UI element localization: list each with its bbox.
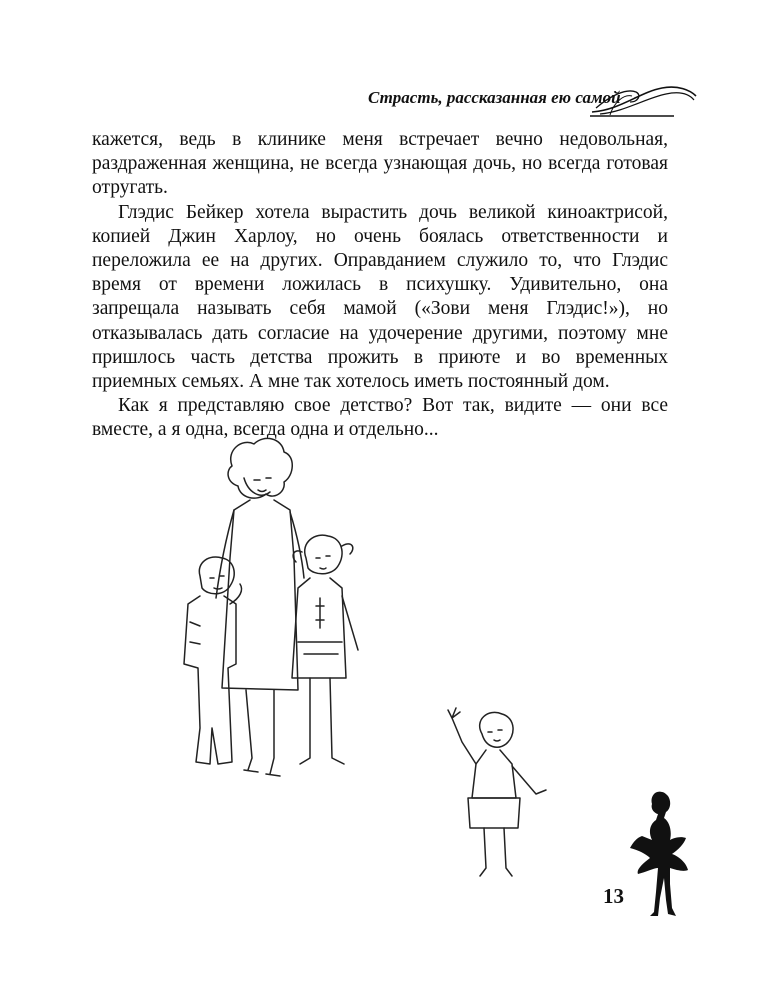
paragraph-3: Как я представляю свое детство? Вот так, видите — они все вместе, а я одна, всегда одна и отдельно...: [92, 395, 668, 441]
marilyn-silhouette-icon: [628, 788, 690, 920]
flourish-ornament-icon: [590, 82, 700, 118]
girl-figure: [292, 535, 358, 764]
running-head-title: Страсть, рассказанная ею самой: [368, 88, 621, 107]
paragraph-2: Глэдис Бейкер хотела вырастить дочь великой киноактрисой, копией Джин Харлоу, но очень боялась ответственности и переложила ее на других. Оправданием служило то, что Глэдис время от времени ложилась в психушку. Удивительно, она запрещала называть себя мамой («Зови меня Глэдис!»), но отказывалась дать согласие на удочерение другими, поэтому мне пришлось часть детства прожить в приюте и во временных приемных семьях. А мне так хотелось иметь постоянный дом.: [92, 201, 668, 393]
mother-figure: [216, 438, 304, 776]
boy-figure: [184, 557, 242, 764]
lone-girl-figure: [448, 708, 546, 876]
running-head: [360, 82, 700, 118]
paragraph-1: кажется, ведь в клинике меня встречает вечно недовольная, раздраженная женщина, не всегда узнающая дочь, но всегда готовая отругать.: [92, 129, 668, 199]
family-sketch-icon: [170, 428, 570, 898]
page-number: 13: [603, 884, 624, 908]
body-text: [92, 128, 668, 443]
